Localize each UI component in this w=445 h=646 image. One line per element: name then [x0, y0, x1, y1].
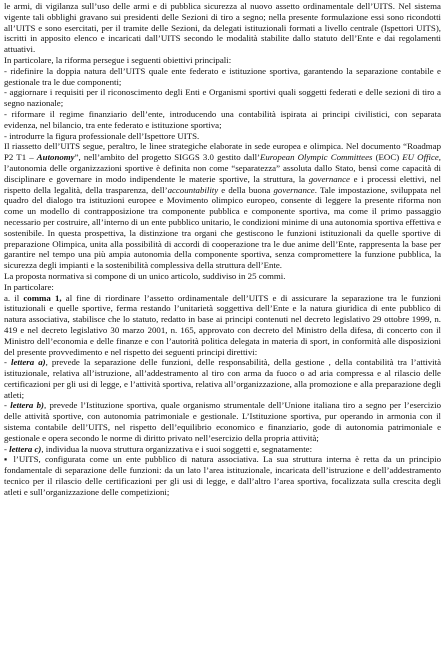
text-run: - introdurre la figura professionale dell’Ispettore UITS.	[4, 130, 200, 141]
text-run: al fine di riordinare l’assetto ordinamentale dell’UITS e di assicurare la separazione tra le funzioni istituzionali e quelle sportive, ferma restando l’unitarietà soggettiva dell’Ente e la natura giuridica di ente pubblico di natura associativa, stabilisce che lo statuto, redatto in base ai principi contenuti nel decreto legislativo 29 ottobre 1999, n. 419 e nel decreto legislativo 30 marzo 2001, n. 165, approvato con decreto del Ministro della difesa, di concerto con il Ministro dell’economia e delle finanze e con l’autorità politica delegata in materia di sport, in conformità alle disposizioni del presente provvedimento e nel rispetto dei seguenti principi direttivi:	[4, 292, 441, 357]
paragraph	[4, 357, 441, 400]
text-run: -	[4, 443, 10, 454]
text-run: -	[4, 357, 12, 368]
text-run: comma 1,	[23, 292, 62, 303]
text-run: , individua la nuova struttura organizzativa e i suoi soggetti e, segnatamente:	[41, 443, 313, 454]
paragraph	[4, 55, 441, 66]
paragraph	[4, 454, 441, 497]
text-run: lettera b)	[10, 400, 44, 411]
text-run: e i processi elettivi, nel rispetto della legalità, della trasparenza, dell’	[4, 173, 441, 195]
text-run: European Olympic Committees	[259, 152, 373, 163]
text-run: governance	[308, 173, 350, 184]
text-run: . Tale impostazione, sviluppata nel quadro del dialogo tra istituzioni europee e Movimento olimpico europeo, consente di leggere la presente riforma non come un modello di contrapposizione tra componente pubblica e componente sportiva, ma come il primo passaggio necessario per costruire, all’interno di un ente pubblico unitario, le condizioni minime di una autonomia sportiva effettiva e sostenibile. In questa prospettiva, la distinzione tra organi che gestiscono le funzioni istituzionali da quelle sportive di preparazione Olimpica, unita alla possibilità di accordi di cooperazione tra le due anime dell’Ente, rappresenta la base per garantire nel tempo una più ampia autonomia della componente sportiva, senza compromettere la funzione pubblica, la sicurezza degli impianti e la sostenibilità complessiva della struttura dell’Ente.	[4, 184, 442, 271]
text-run: accountability	[167, 184, 219, 195]
paragraph	[4, 131, 441, 142]
text-run: a. il	[4, 292, 24, 303]
text-run: - riformare il regime finanziario dell’ente, introducendo una contabilità ispirata ai principi civilistici, con separata evidenza, nel bilancio, tra ente federato e istituzione sportiva;	[4, 108, 441, 130]
text-run: EU Office	[402, 152, 439, 163]
text-run: , prevede la separazione delle funzioni, delle responsabilità, della gestione , della contabilità tra l’attività istituzionale, relativa all’istruzione, all’addestramento al tiro con arma da fuoco o ad aria compressa e al rilascio delle certificazioni per gli usi di legge, e l’attività sportiva, relativa all’organizzazione, alla promozione e alla preparazione degli atleti;	[4, 357, 442, 400]
paragraph	[4, 271, 441, 282]
paragraph	[4, 66, 441, 88]
paragraph	[4, 400, 441, 443]
text-run: lettera a)	[11, 357, 46, 368]
text-run: governance	[273, 184, 315, 195]
paragraph	[4, 1, 441, 55]
paragraph	[4, 293, 441, 358]
text-run: - ridefinire la doppia natura dell’UITS quale ente federato e istituzione sportiva, garantendo la separazione contabile e gestionale tra le due componenti;	[4, 65, 441, 87]
text-run: e della buona	[218, 184, 274, 195]
text-run: (EOC)	[372, 152, 403, 163]
text-run: ”, nell’ambito del progetto SIGGS 3.0 gestito dall’	[74, 152, 260, 163]
text-run: ▪ l’UITS, configurata come un ente pubblico di natura associativa. La sua struttura interna è retta da un principio fondamentale di separazione delle funzioni: da un lato l’area istituzionale, incaricata dell’istruzione e dell’addestramento tecnico per il rilascio delle certificazioni per gli usi di legge, e dall’altro l’area sportiva, focalizzata sulla crescita degli atleti e sull’organizzazione delle competizioni;	[4, 454, 441, 497]
text-run: La proposta normativa si compone di un unico articolo, suddiviso in 25 commi.	[4, 270, 286, 281]
text-run: In particolare, la riforma persegue i seguenti obiettivi principali:	[4, 54, 232, 65]
text-run: lettera c)	[9, 443, 42, 454]
text-run: , l’autonomia delle organizzazioni sportive è definita non come “separatezza” assoluta dallo Stato, bensì come capacità di disciplinare e governare in modo indipendente le materie sportive, la struttura, la	[4, 152, 442, 184]
text-run: Il riassetto dell’UITS segue, peraltro, le linee strategiche elaborate in sede europea e olimpica. Nel documento “Roadmap P2 T1 –	[4, 141, 441, 163]
paragraph	[4, 141, 441, 271]
paragraph	[4, 87, 441, 109]
paragraph	[4, 444, 441, 455]
text-run: In particolare:	[4, 281, 54, 292]
text-run: le armi, di vigilanza sull’uso delle armi e di pubblica sicurezza al nuovo assetto ordinamentale dell’UITS. Nel sistema vigente tali obblighi gravano sui presidenti delle Sezioni di tiro a segno; nella presente formulazione essi sono ricondotti all’UITS e sono esercitati, per il tramite delle Sezioni, da delegati istituzionali formati a livello centrale (Ispettori UITS), iscritti in apposito elenco e incaricati dall’UITS secondo le modalità stabilite dallo statuto dell’Ente e dai regolamenti attuativi.	[4, 1, 441, 55]
paragraph	[4, 282, 441, 293]
text-run: , prevede l’Istituzione sportiva, quale organismo strumentale dell’Unione italiana tiro a segno per l’esercizio delle attività sportive, con autonomia patrimoniale e gestionale. L’Istituzione sportiva, pur operando in armonia con il sistema contabile dell’UITS, nel rispetto dell’equilibrio economico e finanziario, gode di autonomia patrimoniale e gestionale e opera secondo le norme di diritto privato nell’esercizio della propria attività;	[4, 400, 442, 443]
text-run: - aggiornare i requisiti per il riconoscimento degli Enti e Organismi sportivi quali soggetti federati e delle sezioni di tiro a segno nazionale;	[4, 87, 441, 109]
text-run: -	[4, 400, 11, 411]
text-run: Autonomy	[36, 152, 75, 163]
paragraph	[4, 109, 441, 131]
